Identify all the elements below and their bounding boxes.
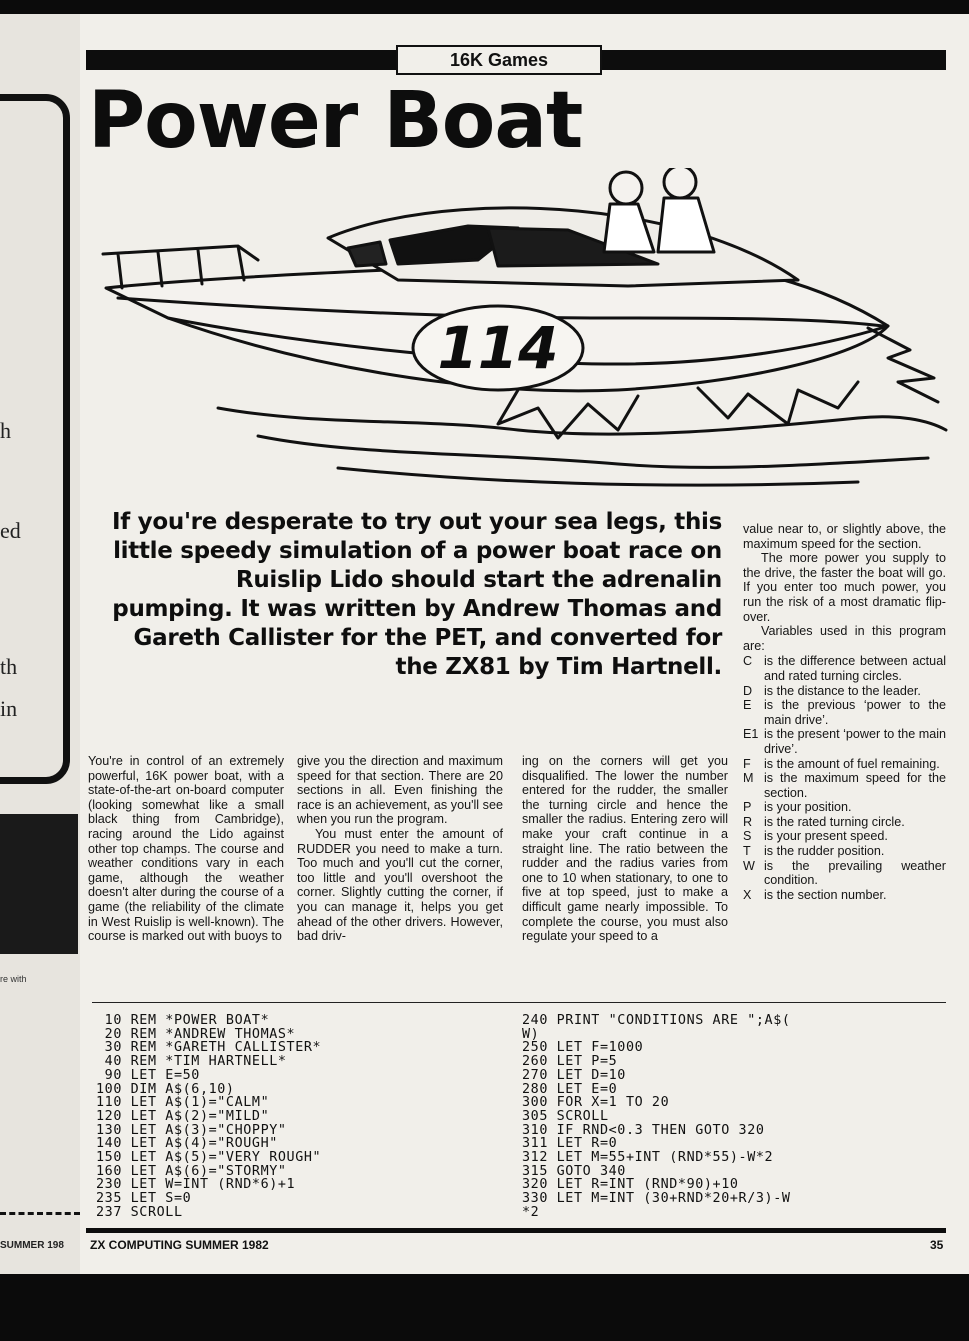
adjacent-page-text: ed xyxy=(0,518,21,543)
adjacent-page-text: in xyxy=(0,696,18,721)
variable-item xyxy=(743,844,946,859)
adjacent-page-text: re with xyxy=(0,974,27,984)
program-listing-left: 10 REM *POWER BOAT* 20 REM *ANDREW THOMAS* 30 REM *GARETH CALLISTER* 40 REM *TIM HARTNELL* 90 LET E=50 100 DIM A$(6,10) 110 LET A$(1)="CALM" 120 LET A$(2)="MILD" 130 LET A$(3)="CHOPPY" 140 LET A$(4)="ROUGH" 150 LET A$(5)="VERY ROUGH" 160 LET A$(6)="STORMY" 230 LET W=INT (RND*6)+1 235 LET S=0 237 SCROLL xyxy=(96,1013,322,1220)
variable-description: is the previous ‘power to the main drive’. xyxy=(764,698,946,727)
variable-item xyxy=(743,771,946,800)
variable-description: is your position. xyxy=(764,800,852,815)
body-column-1 xyxy=(88,754,284,944)
variable-item xyxy=(743,757,946,772)
body-paragraph: value near to, or slightly above, the maximum speed for the section. xyxy=(743,522,946,551)
boat-number: 114 xyxy=(437,314,559,382)
variable-key: E1 xyxy=(743,727,759,742)
variable-description: is the maximum speed for the section. xyxy=(764,771,946,800)
adjacent-page-dark-block xyxy=(0,814,78,954)
variable-item xyxy=(743,829,946,844)
body-paragraph: You're in control of an extremely powerful, 16K power boat, with a state-of-the-art on-board computer (looking somewhat like a small black thing from Cambridge), racing around the Lido against other top champs. The course and weather conditions vary in each game, although the weather doesn't alter during the course of a game (the reliability of the climate in West Ruislip is well-known). The course is marked out with buoys to xyxy=(88,754,284,944)
variable-item xyxy=(743,727,946,756)
variable-key: M xyxy=(743,771,754,786)
variables-list xyxy=(743,654,946,902)
variable-key: E xyxy=(743,698,752,713)
variable-key: D xyxy=(743,683,753,698)
variable-description: is the amount of fuel remaining. xyxy=(764,756,940,771)
variable-key: X xyxy=(743,887,752,902)
adjacent-page-text: th xyxy=(0,654,18,679)
variable-description: is the present ‘power to the main drive’. xyxy=(764,727,947,756)
program-listing-right: 240 PRINT "CONDITIONS ARE ";A$( W) 250 LET F=1000 260 LET P=5 270 LET D=10 280 LET E=0 300 FOR X=1 TO 20 305 SCROLL 310 IF RND<0.3 THEN GOTO 320 311 LET R=0 312 LET M=55+INT (RND*55)-W*2 315 GOTO 340 320 LET R=INT (RND*90)+10 330 LET M=INT (30+RND*20+R/3)-W *2 xyxy=(522,1013,791,1220)
variable-key: R xyxy=(743,814,753,829)
body-column-3 xyxy=(522,754,728,944)
article-title: Power Boat xyxy=(88,76,583,166)
variable-key: T xyxy=(743,844,751,859)
variable-key: F xyxy=(743,756,751,771)
footer-rule xyxy=(86,1228,946,1233)
variable-description: is the section number. xyxy=(764,887,887,902)
body-paragraph: give you the direction and maximum speed for that section. There are 20 sections in all. Even finishing the race is an achievement, as you'll see when you run the program. xyxy=(297,754,503,827)
power-boat-illustration xyxy=(98,168,948,498)
variable-key: S xyxy=(743,829,752,844)
body-column-4 xyxy=(743,522,946,902)
adjacent-page-strip xyxy=(0,14,80,1274)
variable-description: is the distance to the leader. xyxy=(764,683,921,698)
adjacent-page-footer: SUMMER 198 xyxy=(0,1240,64,1251)
variable-description: is your present speed. xyxy=(764,829,888,844)
variable-item xyxy=(743,684,946,699)
page-number: 35 xyxy=(930,1238,944,1252)
variable-description: is the rudder position. xyxy=(764,844,885,859)
variable-key: W xyxy=(743,858,755,873)
section-label: 16K Games xyxy=(396,45,602,75)
variable-key: P xyxy=(743,800,752,815)
body-paragraph: You must enter the amount of RUDDER you need to make a turn. Too much and you'll cut the corner, too little and you'll overshoot the corner. Slightly cutting the corner, if you can manage it, helps you get ahead of the other drivers. However, bad driv- xyxy=(297,826,503,944)
adjacent-page-dashed-rule xyxy=(0,1212,80,1215)
article-intro: If you're desperate to try out your sea legs, this little speedy simulation of a power boat race on Ruislip Lido should start the adrenalin pumping. It was written by Andrew Thomas and Gareth Callister for the PET, and converted for the ZX81 by Tim Hartnell. xyxy=(112,509,722,680)
variable-item xyxy=(743,698,946,727)
variable-description: is the difference between actual and rated turning circles. xyxy=(764,654,946,683)
body-paragraph: Variables used in this program are: xyxy=(743,624,946,653)
variable-item xyxy=(743,888,946,903)
magazine-footer: ZX COMPUTING SUMMER 1982 xyxy=(90,1238,269,1252)
variable-description: is the rated turning circle. xyxy=(764,814,905,829)
variable-item xyxy=(743,859,946,888)
body-paragraph: ing on the corners will get you disqualified. The lower the number entered for the rudder, the smaller the turning circle and hence the smaller the radius. Entering zero will make your craft continue in a straight line. The ratio between the rudder and the radius varies from one to 10 when stationary, to one to five at top speed, just to make a difficult game nearly impossible. To complete the course, you must also regulate your speed to a xyxy=(522,754,728,944)
variable-key: C xyxy=(743,654,753,669)
variable-item xyxy=(743,800,946,815)
body-column-2 xyxy=(297,754,503,944)
code-divider xyxy=(92,1002,946,1003)
adjacent-page-text: h xyxy=(0,418,11,443)
variable-description: is the prevailing weather condition. xyxy=(764,858,946,888)
variable-item xyxy=(743,654,946,683)
body-paragraph: The more power you supply to the drive, the faster the boat will go. If you enter too much power, you run the risk of a most dramatic flip-over. xyxy=(743,551,946,624)
variable-item xyxy=(743,815,946,830)
